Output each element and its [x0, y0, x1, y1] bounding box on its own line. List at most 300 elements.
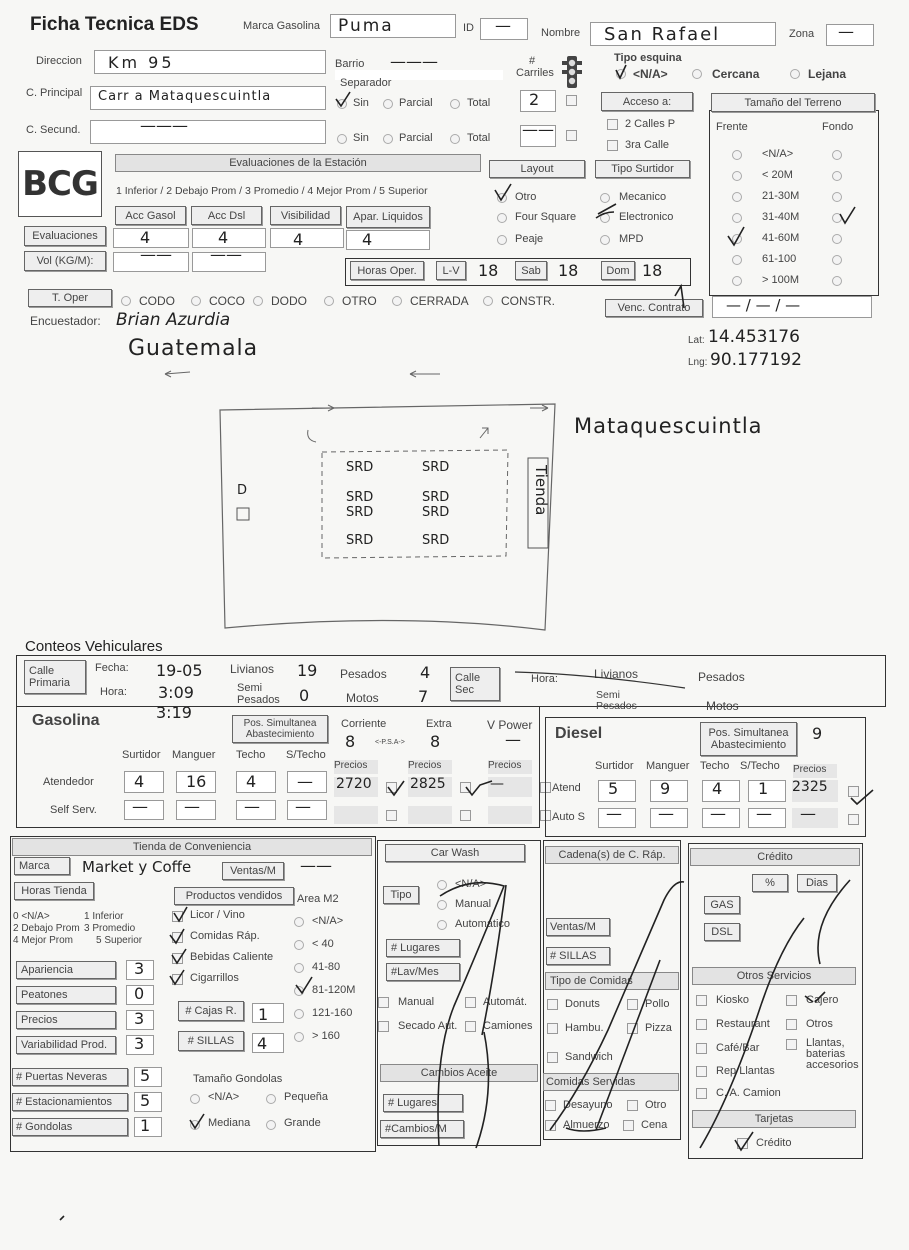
comida-pizza-check[interactable]	[627, 1023, 638, 1034]
toper-button[interactable]: T. Oper	[28, 289, 112, 307]
area-radio[interactable]	[294, 1032, 304, 1042]
cw-camiones-check[interactable]	[465, 1021, 476, 1032]
cw-na-label: <N/A>	[455, 878, 487, 890]
area-label: 121-160	[312, 1007, 353, 1019]
comida-hambu-check[interactable]	[547, 1023, 558, 1034]
pump-label: SRD	[422, 460, 450, 475]
gas-atendedor-value: —	[297, 772, 313, 791]
otro-servicio-check[interactable]	[696, 1066, 707, 1077]
gondola-mediana-label: Mediana	[208, 1117, 251, 1129]
gas-self-value: —	[132, 797, 148, 816]
layout-otro-radio[interactable]	[497, 193, 507, 203]
cambios-title: Cambios Aceite	[380, 1064, 538, 1082]
layout-button[interactable]: Layout	[489, 160, 585, 178]
otros-servicios-title: Otros Servicios	[692, 967, 856, 985]
gas-col-surtidor: Surtidor	[122, 749, 161, 761]
livianos-value: 19	[297, 661, 318, 680]
corriente-label: Corriente	[341, 718, 387, 730]
terreno-fondo-radio[interactable]	[832, 192, 842, 202]
surtidor-mecanico-radio[interactable]	[600, 193, 610, 203]
comida-pizza-label: Pizza	[645, 1022, 672, 1034]
nombre-label: Nombre	[541, 27, 581, 39]
tienda-title: Tienda de Conveniencia	[12, 838, 372, 856]
acceso-2calles-check[interactable]	[607, 119, 618, 130]
extra-label: Extra	[426, 718, 452, 730]
rating-value: 3	[134, 959, 145, 978]
acc-gasol-button[interactable]: Acc Gasol	[115, 206, 186, 225]
sillas-button[interactable]: # SILLAS	[178, 1031, 244, 1051]
cadena-sillas-button[interactable]: # SILLAS	[546, 947, 610, 965]
cambios-cambios-button[interactable]: #Cambios/M	[380, 1120, 464, 1138]
encuestador-value: Brian Azurdia	[116, 310, 231, 330]
otro-servicio-check[interactable]	[786, 995, 797, 1006]
count-value: 5	[140, 1066, 151, 1085]
cw-secado-opt: Secado Aut.	[398, 1020, 458, 1032]
site-sketch	[0, 360, 909, 640]
terreno-frente-radio[interactable]	[732, 234, 742, 244]
terreno-fondo-radio[interactable]	[832, 276, 842, 286]
credito-gas-button[interactable]: GAS	[704, 896, 740, 914]
hora-sec-label: Hora:	[531, 673, 558, 685]
acceso-button[interactable]: Acceso a:	[601, 92, 693, 111]
credito-pct-button[interactable]: %	[752, 874, 788, 892]
credito-title: Crédito	[690, 848, 860, 866]
terreno-option-label: <N/A>	[762, 148, 794, 160]
lv-value: 18	[478, 261, 499, 280]
gondolas-size-label: Tamaño Gondolas	[193, 1073, 283, 1085]
eval-visibilidad-value: 4	[293, 230, 304, 249]
sep-sin-label: Sin	[353, 97, 369, 109]
motos-value: 7	[418, 687, 429, 706]
pump-label: SRD	[346, 505, 374, 520]
sep2-sin-radio[interactable]	[337, 134, 347, 144]
sep-sin-radio[interactable]	[337, 99, 347, 109]
gas-self-precio-check[interactable]	[460, 810, 471, 821]
atend-label: Atend	[552, 782, 581, 794]
producto-check[interactable]	[172, 974, 183, 985]
cw-manual-radio[interactable]	[437, 900, 447, 910]
cw-manual-check[interactable]	[378, 997, 389, 1008]
terreno-frente-radio[interactable]	[732, 192, 742, 202]
producto-label: Comidas Ráp.	[190, 930, 260, 942]
gondola-grande-label: Grande	[284, 1117, 321, 1129]
cw-auto-label: Automatico	[455, 918, 511, 930]
rating-button[interactable]: Precios	[16, 1011, 116, 1029]
carriles2-check[interactable]	[566, 130, 577, 141]
gas-self-precio-field[interactable]	[408, 806, 452, 824]
city-value: Guatemala	[128, 336, 259, 361]
pump-label: SRD	[346, 490, 374, 505]
hora2-value: 3:19	[156, 703, 192, 722]
toper-option-label: OTRO	[342, 294, 377, 308]
semi-label: Semi Pesados	[237, 682, 280, 706]
carriles2-value: ——	[522, 120, 554, 139]
pump-label: SRD	[422, 505, 450, 520]
surtidor-electronico-radio[interactable]	[600, 213, 610, 223]
eval-apar-value: 4	[362, 230, 373, 249]
producto-label: Licor / Vino	[190, 909, 245, 921]
comida-donuts-check[interactable]	[547, 999, 558, 1010]
count-button[interactable]: # Gondolas	[12, 1118, 128, 1136]
terreno-button[interactable]: Tamaño del Terreno	[711, 93, 875, 112]
livianos-sec-label: Livianos	[594, 667, 639, 681]
sep2-parcial-radio[interactable]	[383, 134, 393, 144]
toper-radio[interactable]	[253, 296, 263, 306]
servida-desayuno-check[interactable]	[545, 1100, 556, 1111]
area-label: <N/A>	[312, 915, 344, 927]
cw-secado-check[interactable]	[378, 1021, 389, 1032]
comida-sandwich-check[interactable]	[547, 1052, 558, 1063]
sep2-total-radio[interactable]	[450, 134, 460, 144]
toper-option-label: CODO	[139, 294, 175, 308]
sep-parcial-radio[interactable]	[383, 99, 393, 109]
pesados-sec-label: Pesados	[698, 670, 745, 684]
dsl-autos-check[interactable]	[848, 814, 859, 825]
area-label: 81-120M	[312, 984, 356, 996]
acceso-2calles-label: 2 Calles P	[625, 118, 676, 130]
esquina-cercana-radio[interactable]	[692, 69, 702, 79]
dsl-autos-value: —	[658, 804, 674, 823]
sep2-sin-label: Sin	[353, 132, 369, 144]
marca-label: Marca Gasolina	[243, 20, 321, 32]
servida-almuerzo-check[interactable]	[545, 1120, 556, 1131]
fecha-value: 19-05	[156, 661, 203, 680]
motos-sec-label: Motos	[706, 699, 739, 713]
toper-radio[interactable]	[191, 296, 201, 306]
tienda-scale-5: 5 Superior	[96, 935, 143, 946]
sab-button[interactable]: Sab	[515, 261, 547, 280]
cw-manual-label: Manual	[455, 898, 492, 910]
lng-label: Lng:	[688, 357, 708, 368]
calle-sec-strike	[510, 660, 690, 700]
tienda-marca-button[interactable]: Marca	[14, 857, 70, 875]
area-label: 41-80	[312, 961, 341, 973]
otro-servicio-check[interactable]	[696, 1088, 707, 1099]
toper-radio[interactable]	[392, 296, 402, 306]
count-button[interactable]: # Puertas Neveras	[12, 1068, 128, 1086]
terreno-option-label: > 100M	[762, 274, 799, 286]
esquina-lejana-radio[interactable]	[790, 69, 800, 79]
self-label: Self Serv.	[50, 804, 97, 816]
terreno-frente-radio[interactable]	[732, 150, 742, 160]
tienda-scale-2: 2 Debajo Prom	[13, 923, 80, 934]
terreno-fondo-radio[interactable]	[832, 150, 842, 160]
comida-donuts-label: Donuts	[565, 998, 600, 1010]
gas-precio-value: 2720	[336, 776, 372, 792]
traffic-light-icon	[561, 55, 583, 89]
carwash-tipo-button[interactable]: Tipo	[383, 886, 419, 904]
autos-label: Auto S	[552, 811, 586, 823]
rating-button[interactable]: Peatones	[16, 986, 116, 1004]
lng-value: 90.177192	[710, 350, 802, 370]
otro-servicio-label: Rep Llantas	[716, 1065, 775, 1077]
pesados-value: 4	[420, 663, 431, 682]
terreno-frente-radio[interactable]	[732, 255, 742, 265]
dsl-autos-value: —	[606, 804, 622, 823]
fondo-label: Fondo	[822, 121, 854, 133]
terreno-fondo-radio[interactable]	[832, 171, 842, 181]
horas-oper-button[interactable]: Horas Oper.	[350, 261, 424, 280]
tienda-scale-3: 3 Promedio	[84, 923, 136, 934]
hora-value: 3:09	[158, 683, 194, 702]
cw-auto-radio[interactable]	[437, 920, 447, 930]
servida-otro-check[interactable]	[627, 1100, 638, 1111]
terreno-frente-radio[interactable]	[732, 171, 742, 181]
gas-precio-check[interactable]	[460, 782, 471, 793]
tienda-marca-value: Market y Coffe	[82, 858, 192, 876]
horas-tienda-button[interactable]: Horas Tienda	[14, 882, 94, 900]
visibilidad-button[interactable]: Visibilidad	[270, 206, 341, 225]
cw-automat-check[interactable]	[465, 997, 476, 1008]
otro-servicio-check[interactable]	[786, 1039, 797, 1050]
count-value: 5	[140, 1091, 151, 1110]
terreno-fondo-radio[interactable]	[832, 213, 842, 223]
cadena-section	[543, 840, 681, 1140]
csecund-value: ———	[140, 116, 188, 135]
cadena-ventas-button[interactable]: Ventas/M	[546, 918, 610, 936]
evaluaciones-button[interactable]: Evaluaciones	[24, 226, 106, 246]
otro-servicio-check[interactable]	[696, 1019, 707, 1030]
dsl-autos-value: —	[756, 804, 772, 823]
cw-lav-button[interactable]: #Lav/Mes	[386, 963, 460, 981]
carriles-label: # Carriles	[516, 55, 554, 79]
terreno-fondo-radio[interactable]	[832, 255, 842, 265]
gondola-mediana-radio[interactable]	[190, 1120, 200, 1130]
area-label: < 40	[312, 938, 334, 950]
marca-value: Puma	[338, 16, 394, 36]
fecha-label: Fecha:	[95, 662, 129, 674]
carriles-check[interactable]	[566, 95, 577, 106]
comidas-servidas-title: Comidas Servidas	[543, 1073, 679, 1091]
dsl-atend-value: 2325	[792, 779, 828, 795]
cajas-button[interactable]: # Cajas R.	[178, 1001, 244, 1021]
dsl-atend-value: 5	[608, 779, 619, 798]
livianos-label: Livianos	[230, 662, 275, 676]
rating-value: 3	[134, 1034, 145, 1053]
vpower-label: V Power	[487, 718, 533, 732]
dsl-autos-value: —	[800, 804, 816, 823]
layout-peaje-radio[interactable]	[497, 235, 507, 245]
terreno-frente-radio[interactable]	[732, 213, 742, 223]
dsl-col-precios: Precios	[793, 764, 837, 778]
cw-na-radio[interactable]	[437, 880, 447, 890]
producto-check[interactable]	[172, 932, 183, 943]
gas-precio-value: 2825	[410, 776, 446, 792]
cw-manual-opt: Manual	[398, 996, 435, 1008]
eval-visibilidad-field[interactable]	[270, 228, 344, 248]
productos-button[interactable]: Productos vendidos	[174, 887, 294, 905]
otro-servicio-label: Cajero	[806, 994, 839, 1006]
esquina-na-radio[interactable]	[616, 69, 626, 79]
producto-check[interactable]	[172, 953, 183, 964]
otro-servicio-check[interactable]	[696, 995, 707, 1006]
servida-cena-check[interactable]	[623, 1120, 634, 1131]
corriente-value: 8	[345, 732, 356, 751]
gasolina-title: Gasolina	[32, 712, 100, 729]
gas-self-precio-check[interactable]	[386, 810, 397, 821]
apar-liquidos-button[interactable]: Apar. Liquidos	[346, 206, 430, 228]
acceso-3ra-check[interactable]	[607, 140, 618, 151]
tarjeta-credito-label: Crédito	[756, 1137, 792, 1149]
area-radio[interactable]	[294, 963, 304, 973]
vol-gasol-value: ——	[140, 245, 172, 264]
dsl-atend-value: 4	[712, 779, 723, 798]
gas-pos-button[interactable]: Pos. Simultanea Abastecimiento	[232, 715, 328, 743]
vpower-value: —	[505, 730, 521, 749]
rating-button[interactable]: Apariencia	[16, 961, 116, 979]
terreno-section	[709, 110, 879, 296]
producto-check[interactable]	[172, 911, 183, 922]
tienda-scale-1: 1 Inferior	[84, 911, 124, 922]
sep-total-radio[interactable]	[450, 99, 460, 109]
toper-option-label: CONSTR.	[501, 294, 555, 308]
sab-value: 18	[558, 261, 579, 280]
toper-radio[interactable]	[324, 296, 334, 306]
acc-dsl-button[interactable]: Acc Dsl	[191, 206, 262, 225]
credito-dias-button[interactable]: Dias	[797, 874, 837, 892]
cprincipal-value: Carr a Mataquescuintla	[98, 89, 272, 104]
surtidor-mpd-radio[interactable]	[600, 235, 610, 245]
tienda-ventas-button[interactable]: Ventas/M	[222, 862, 284, 880]
area-radio[interactable]	[294, 1009, 304, 1019]
layout-four-radio[interactable]	[497, 213, 507, 223]
pump-label: SRD	[346, 460, 374, 475]
otro-servicio-label: C. A. Camion	[716, 1087, 781, 1099]
terreno-option-label: 41-60M	[762, 232, 800, 244]
csecund-field[interactable]	[90, 120, 326, 144]
eval-apar-field[interactable]	[346, 230, 430, 250]
dsl-precio-check[interactable]	[848, 786, 859, 797]
atendedor-label: Atendedor	[43, 776, 94, 788]
lv-button[interactable]: L-V	[436, 261, 466, 280]
calle-sec-button[interactable]: Calle Sec	[450, 667, 500, 701]
evaluaciones-bar: Evaluaciones de la Estación	[115, 154, 481, 172]
comida-pollo-label: Pollo	[645, 998, 670, 1010]
venc-contrato-value: — / — / —	[726, 296, 801, 314]
csecund-label: C. Secund.	[26, 124, 81, 136]
barrio-label: Barrio	[335, 58, 365, 70]
gas-col-stecho: S/Techo	[286, 749, 326, 761]
hora-label: Hora:	[100, 686, 127, 698]
area-radio[interactable]	[294, 986, 304, 996]
gondola-pequena-label: Pequeña	[284, 1091, 329, 1103]
otro-servicio-label: Llantas, baterias accesorios	[806, 1037, 859, 1071]
dsl-atend-value: 1	[758, 779, 769, 798]
gas-precio-check[interactable]	[386, 782, 397, 793]
tipo-comidas-title: Tipo de Comidas	[545, 972, 679, 990]
gondola-na-radio[interactable]	[190, 1094, 200, 1104]
cajas-value: 1	[258, 1005, 269, 1024]
toper-option-label: DODO	[271, 294, 307, 308]
surtidor-mecanico-label: Mecanico	[619, 191, 667, 203]
terreno-option-label: 61-100	[762, 253, 797, 265]
gas-precios-2: Precios	[408, 760, 452, 774]
rating-button[interactable]: Variabilidad Prod.	[16, 1036, 116, 1054]
gas-self-precio-field[interactable]	[488, 806, 532, 824]
dom-button[interactable]: Dom	[601, 261, 635, 280]
carwash-title[interactable]: Car Wash	[385, 844, 525, 862]
vol-button[interactable]: Vol (KG/M):	[24, 251, 106, 271]
tienda-scale-4: 4 Mejor Prom	[13, 935, 74, 946]
diesel-title: Diesel	[555, 725, 603, 742]
barrio-value: ———	[390, 52, 438, 71]
cadena-title: Cadena(s) de C. Ráp.	[545, 846, 679, 864]
dsl-col-manguer: Manguer	[646, 760, 690, 772]
sketch-d: D	[237, 483, 248, 498]
gas-self-precio-field[interactable]	[334, 806, 378, 824]
eval-acc-gasol-value: 4	[140, 228, 151, 247]
evaluaciones-scale: 1 Inferior / 2 Debajo Prom / 3 Promedio / 4 Mejor Prom / 5 Superior	[116, 185, 428, 197]
dsl-pos-button[interactable]: Pos. Simultanea Abastecimiento	[700, 722, 797, 756]
gondola-pequena-radio[interactable]	[266, 1094, 276, 1104]
sketch-street: Mataquescuintla	[574, 414, 763, 438]
terreno-frente-radio[interactable]	[732, 276, 742, 286]
cw-automat-opt: Automát.	[483, 996, 528, 1008]
gas-self-value: —	[184, 797, 200, 816]
toper-radio[interactable]	[483, 296, 493, 306]
pump-label: SRD	[422, 490, 450, 505]
credito-dsl-button[interactable]: DSL	[704, 923, 740, 941]
venc-contrato-button[interactable]: Venc. Contrato	[605, 299, 703, 317]
dom-value: 18	[642, 261, 663, 280]
area-radio[interactable]	[294, 917, 304, 927]
tipo-surtidor-button[interactable]: Tipo Surtidor	[595, 160, 690, 178]
cw-camiones-opt: Camiones	[483, 1020, 533, 1032]
comida-pollo-check[interactable]	[627, 999, 638, 1010]
area-radio[interactable]	[294, 940, 304, 950]
gas-col-techo: Techo	[236, 749, 266, 761]
motos-label: Motos	[346, 691, 379, 705]
zona-value: —	[838, 22, 854, 41]
servida-almuerzo-label: Almuerzo	[563, 1119, 610, 1131]
sketch-store: Tienda	[532, 465, 550, 516]
semi-value: 0	[299, 686, 310, 705]
toper-option-label: COCO	[209, 294, 245, 308]
producto-label: Cigarrillos	[190, 972, 239, 984]
frente-label: Frente	[716, 121, 748, 133]
cw-lugares-button[interactable]: # Lugares	[386, 939, 460, 957]
count-button[interactable]: # Estacionamientos	[12, 1093, 128, 1111]
area-label: Area M2	[297, 893, 339, 905]
vol-dsl-value: ——	[210, 245, 242, 264]
gondola-na-label: <N/A>	[208, 1091, 240, 1103]
tarjeta-credito-check[interactable]	[737, 1138, 748, 1149]
dsl-col-surtidor: Surtidor	[595, 760, 634, 772]
terreno-fondo-radio[interactable]	[832, 234, 842, 244]
otro-servicio-check[interactable]	[786, 1019, 797, 1030]
carriles-value: 2	[529, 90, 540, 109]
esquina-lejana-label: Lejana	[808, 67, 847, 81]
otro-servicio-check[interactable]	[696, 1043, 707, 1054]
esquina-na-label: <N/A>	[633, 67, 668, 81]
dsl-autos-value: —	[710, 804, 726, 823]
sep2-parcial-label: Parcial	[399, 132, 433, 144]
lat-value: 14.453176	[708, 327, 800, 347]
layout-otro-label: Otro	[515, 191, 537, 203]
tarjetas-title: Tarjetas	[692, 1110, 856, 1128]
layout-four-label: Four Square	[515, 211, 577, 223]
bcg-logo	[18, 151, 102, 217]
esquina-cercana-label: Cercana	[712, 67, 760, 81]
otro-servicio-label: Otros	[806, 1018, 833, 1030]
separador-label: Separador	[340, 77, 392, 89]
calle-primaria-button[interactable]: Calle Primaria	[24, 660, 86, 694]
bcg-logo-text: BCG	[22, 164, 98, 204]
comida-sandwich-label: Sandwich	[565, 1051, 613, 1063]
gondola-grande-radio[interactable]	[266, 1120, 276, 1130]
toper-radio[interactable]	[121, 296, 131, 306]
cambios-lugares-button[interactable]: # Lugares	[383, 1094, 463, 1112]
